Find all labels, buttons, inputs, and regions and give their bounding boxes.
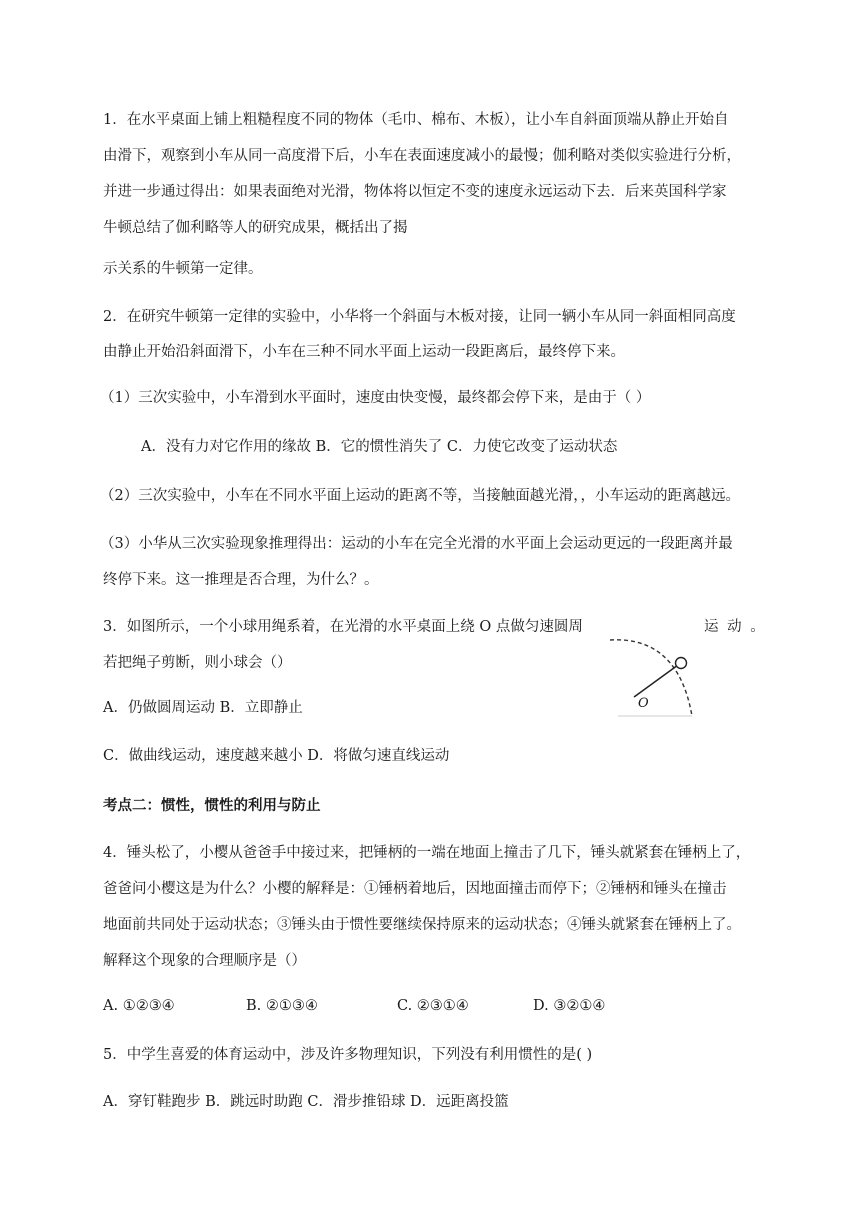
q4-option-a: A. ①②③④ [103, 998, 175, 1014]
q2-subquestion-2: （2）三次实验中，小车在不同水平面上运动的距离不等，当接触面越光滑，，小车运动的距离越远。 [100, 488, 740, 504]
q2-line-2: 由静止开始沿斜面滑下，小车在三种不同水平面上运动一段距离后，最终停下来。 [103, 344, 625, 360]
circular-motion-figure [610, 636, 710, 720]
q1-line-1: 1．在水平桌面上铺上粗糙程度不同的物体（毛巾、棉布、木板），让小车自斜面顶端从静止开始自 [103, 112, 729, 128]
point-o-label: O [638, 696, 649, 711]
q1-line-5: 示关系的牛顿第一定律。 [103, 261, 263, 277]
q2-subquestion-3-line-2: 终停下来。这一推理是否合理，为什么？。 [103, 572, 379, 588]
q4-line-2: 爸爸问小樱这是为什么？小樱的解释是：①锤柄着地后，因地面撞击而停下；②锤柄和锤头在撞击 [103, 881, 727, 897]
q4-option-d: D. ③②①④ [533, 998, 606, 1014]
q1-line-4: 牛顿总结了伽利略等人的研究成果，概括出了揭 [103, 220, 408, 236]
q4-line-1: 4．锤头松了，小樱从爸爸手中接过来，把锤柄的一端在地面上撞击了几下，锤头就紧套在锤柄上了， [103, 845, 751, 861]
q3-options-cd: C．做曲线运动，速度越来越小 D．将做匀速直线运动 [103, 748, 450, 764]
q4-line-4: 解释这个现象的合理顺序是（） [103, 953, 306, 969]
q1-line-2: 由滑下，观察到小车从同一高度滑下后，小车在表面速度减小的最慢；伽利略对类似实验进行分析， [103, 148, 741, 164]
q2-subquestion-1: （1）三次实验中，小车滑到水平面时，速度由快变慢，最终都会停下来，是由于（ ） [100, 390, 651, 406]
q3-line-2: 若把绳子剪断，则小球会（） [103, 655, 292, 671]
circular-path-arc [610, 640, 692, 716]
q2-subquestion-3-line-1: （3）小华从三次实验现象推理得出：运动的小车在完全光滑的水平面上会运动更远的一段距离并最 [100, 536, 733, 552]
q2-options: A．没有力对它作用的缘故 B．它的惯性消失了 C．力使它改变了运动状态 [141, 439, 618, 455]
q3-options-ab: A．仍做圆周运动 B．立即静止 [103, 700, 303, 716]
q4-option-b: B. ②①③④ [246, 998, 318, 1014]
q5-options: A．穿钉鞋跑步 B．跳远时助跑 C．滑步推铅球 D．远距离投篮 [103, 1094, 509, 1110]
q1-line-3: 并进一步通过得出：如果表面绝对光滑，物体将以恒定不变的速度永远运动下去．后来英国科学家 [103, 184, 727, 200]
q3-line-1-tail: 运 动 。 [704, 619, 767, 635]
q4-line-3: 地面前共同处于运动状态；③锤头由于惯性要继续保持原来的运动状态；④锤头就紧套在锤柄上了。 [103, 917, 741, 933]
q4-option-c: C. ②③①④ [397, 998, 469, 1014]
ball-circle [676, 658, 687, 669]
q5-line-1: 5．中学生喜爱的体育运动中，涉及许多物理知识，下列没有利用惯性的是( ) [103, 1047, 593, 1063]
string-line [634, 665, 678, 697]
q3-line-1: 3．如图所示，一个小球用绳系着，在光滑的水平桌面上绕 O 点做匀速圆周 [103, 619, 583, 635]
q2-line-1: 2．在研究牛顿第一定律的实验中，小华将一个斜面与木板对接，让同一辆小车从同一斜面相同高度 [103, 309, 736, 325]
section-heading: 考点二：惯性，惯性的利用与防止 [103, 798, 321, 814]
